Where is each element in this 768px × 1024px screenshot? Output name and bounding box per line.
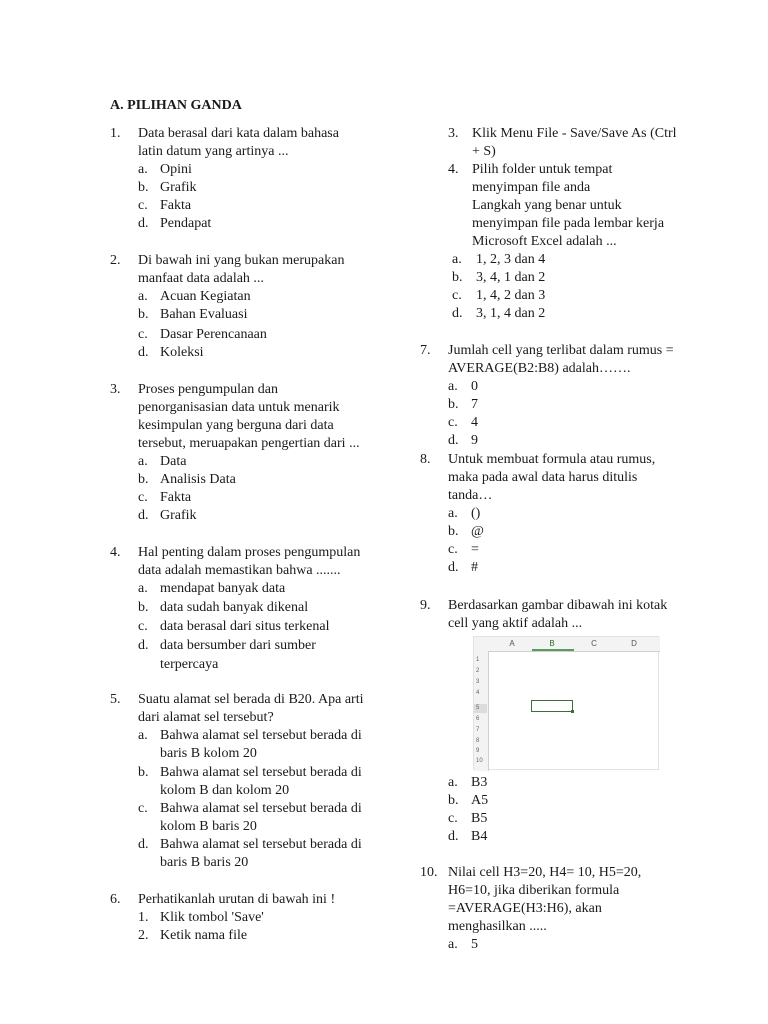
column-header: A <box>509 639 515 648</box>
fill-handle <box>571 710 574 713</box>
option-text: @ <box>471 524 484 539</box>
row-number: 3 <box>476 679 480 685</box>
option-letter: b. <box>452 270 463 285</box>
option-text: mendapat banyak data <box>160 581 286 596</box>
option-text: Analisis Data <box>160 472 236 487</box>
option-text: B5 <box>471 811 488 826</box>
option-text: Bahwa alamat sel tersebut berada di <box>160 728 362 743</box>
option-text: Data <box>160 454 187 469</box>
option-letter: d. <box>138 837 149 852</box>
question-text: H6=10, jika diberikan formula <box>448 883 620 898</box>
option-text: baris B baris 20 <box>160 855 249 870</box>
option-text: data sudah banyak dikenal <box>160 600 309 615</box>
question-text: kesimpulan yang berguna dari data <box>138 418 334 433</box>
question-text: latin datum yang artinya ... <box>138 144 289 159</box>
option-letter: a. <box>138 162 148 177</box>
option-letter: d. <box>448 433 459 448</box>
question-number: 9. <box>420 598 431 613</box>
step-text: Klik tombol 'Save' <box>160 910 264 925</box>
option-text: 4 <box>471 415 478 430</box>
question-text: data adalah memastikan bahwa ....... <box>138 563 341 578</box>
option-text: 7 <box>471 397 478 412</box>
active-cell <box>531 700 573 712</box>
option-letter: c. <box>448 811 458 826</box>
question-text: cell yang aktif adalah ... <box>448 616 583 631</box>
option-letter: b. <box>138 307 149 322</box>
question-text: Perhatikanlah urutan di bawah ini ! <box>138 892 336 907</box>
option-text: () <box>471 506 481 521</box>
option-letter: c. <box>448 415 458 430</box>
row-number: 8 <box>476 738 480 744</box>
option-text: baris B kolom 20 <box>160 746 257 761</box>
option-letter: d. <box>138 345 149 360</box>
option-text: 9 <box>471 433 478 448</box>
option-text: = <box>471 542 479 557</box>
option-text: kolom B dan kolom 20 <box>160 783 290 798</box>
option-text: Fakta <box>160 490 192 505</box>
row-number: 2 <box>476 668 480 674</box>
option-letter: c. <box>448 542 458 557</box>
option-letter: d. <box>448 560 459 575</box>
option-letter: b. <box>448 524 459 539</box>
question-text: dari alamat sel tersebut? <box>138 710 274 725</box>
option-text: Grafik <box>160 180 197 195</box>
option-letter: a. <box>448 775 458 790</box>
step-text: Klik Menu File - Save/Save As (Ctrl <box>472 126 677 141</box>
question-text: Berdasarkan gambar dibawah ini kotak <box>448 598 668 613</box>
row-number: 4 <box>476 690 480 696</box>
step-text: menyimpan file anda <box>472 180 591 195</box>
option-letter: c. <box>452 288 462 303</box>
option-letter: a. <box>448 379 458 394</box>
step-text: + S) <box>472 144 496 159</box>
step-text: Ketik nama file <box>160 928 248 943</box>
spreadsheet-image <box>473 636 659 770</box>
column-header: D <box>631 639 637 648</box>
question-text: Jumlah cell yang terlibat dalam rumus = <box>448 343 674 358</box>
option-text: data berasal dari situs terkenal <box>160 619 330 634</box>
option-text: # <box>471 560 478 575</box>
row-number: 1 <box>476 657 480 663</box>
column-header: B <box>549 639 555 648</box>
option-letter: b. <box>448 793 459 808</box>
option-letter: b. <box>138 765 149 780</box>
question-text: Nilai cell H3=20, H4= 10, H5=20, <box>448 865 642 880</box>
question-text: tanda… <box>448 488 493 503</box>
option-text: Fakta <box>160 198 192 213</box>
row-number: 5 <box>476 705 480 711</box>
question-number: 4. <box>110 545 121 560</box>
question-number: 3. <box>110 382 121 397</box>
option-letter: c. <box>138 619 148 634</box>
option-letter: a. <box>448 506 458 521</box>
option-letter: b. <box>138 180 149 195</box>
question-number: 2. <box>110 253 121 268</box>
option-letter: d. <box>138 638 149 653</box>
step-number: 2. <box>138 928 149 943</box>
question-text: AVERAGE(B2:B8) adalah……. <box>448 361 631 376</box>
option-text: Opini <box>160 162 192 177</box>
question-number: 8. <box>420 452 431 467</box>
question-text: Hal penting dalam proses pengumpulan <box>138 545 361 560</box>
question-number: 6. <box>110 892 121 907</box>
option-letter: d. <box>452 306 463 321</box>
question-text: tersebut, meruapakan pengertian dari ... <box>138 436 360 451</box>
option-text: Bahwa alamat sel tersebut berada di <box>160 765 362 780</box>
option-text: kolom B baris 20 <box>160 819 257 834</box>
question-text: menghasilkan ..... <box>448 919 547 934</box>
question-number: 7. <box>420 343 431 358</box>
option-letter: a. <box>138 454 148 469</box>
question-text: Suatu alamat sel berada di B20. Apa arti <box>138 692 364 707</box>
option-text: 5 <box>471 937 478 952</box>
question-number: 10. <box>420 865 438 880</box>
option-text: B3 <box>471 775 488 790</box>
selected-column-indicator <box>532 649 574 651</box>
option-text: Koleksi <box>160 345 204 360</box>
question-text: Langkah yang benar untuk <box>472 198 622 213</box>
option-letter: c. <box>138 327 148 342</box>
row-number: 6 <box>476 716 480 722</box>
option-text: A5 <box>471 793 489 808</box>
option-letter: a. <box>138 581 148 596</box>
question-text: maka pada awal data harus ditulis <box>448 470 638 485</box>
question-text: manfaat data adalah ... <box>138 271 264 286</box>
option-letter: b. <box>138 600 149 615</box>
row-number: 10 <box>476 758 483 764</box>
option-text: 0 <box>471 379 478 394</box>
row-number: 9 <box>476 748 480 754</box>
section-title: A. PILIHAN GANDA <box>110 98 242 113</box>
option-letter: b. <box>138 472 149 487</box>
option-text: Bahwa alamat sel tersebut berada di <box>160 801 362 816</box>
question-number: 5. <box>110 692 121 707</box>
option-text: terpercaya <box>160 657 219 672</box>
question-text: menyimpan file pada lembar kerja <box>472 216 665 231</box>
question-text: Proses pengumpulan dan <box>138 382 278 397</box>
option-text: Bahan Evaluasi <box>160 307 248 322</box>
row-number: 7 <box>476 727 480 733</box>
option-letter: b. <box>448 397 459 412</box>
option-letter: d. <box>138 216 149 231</box>
option-letter: a. <box>138 728 148 743</box>
option-text: Pendapat <box>160 216 212 231</box>
option-text: B4 <box>471 829 488 844</box>
option-letter: c. <box>138 198 148 213</box>
step-number: 4. <box>448 162 459 177</box>
column-header: C <box>591 639 597 648</box>
option-text: 1, 4, 2 dan 3 <box>476 288 546 303</box>
option-letter: a. <box>138 289 148 304</box>
question-text: Di bawah ini yang bukan merupakan <box>138 253 345 268</box>
step-text: Pilih folder untuk tempat <box>472 162 613 177</box>
option-text: Acuan Kegiatan <box>160 289 251 304</box>
option-text: data bersumber dari sumber <box>160 638 316 653</box>
step-number: 1. <box>138 910 149 925</box>
option-text: Dasar Perencanaan <box>160 327 267 342</box>
question-text: =AVERAGE(H3:H6), akan <box>448 901 602 916</box>
option-letter: a. <box>448 937 458 952</box>
question-text: penorganisasian data untuk menarik <box>138 400 340 415</box>
option-letter: a. <box>452 252 462 267</box>
option-letter: c. <box>138 490 148 505</box>
step-number: 3. <box>448 126 459 141</box>
option-text: Grafik <box>160 508 197 523</box>
option-text: Bahwa alamat sel tersebut berada di <box>160 837 362 852</box>
question-text: Data berasal dari kata dalam bahasa <box>138 126 339 141</box>
question-text: Untuk membuat formula atau rumus, <box>448 452 656 467</box>
option-letter: c. <box>138 801 148 816</box>
question-text: Microsoft Excel adalah ... <box>472 234 617 249</box>
question-number: 1. <box>110 126 121 141</box>
option-text: 1, 2, 3 dan 4 <box>476 252 546 267</box>
option-letter: d. <box>138 508 149 523</box>
option-text: 3, 1, 4 dan 2 <box>476 306 546 321</box>
option-text: 3, 4, 1 dan 2 <box>476 270 546 285</box>
option-letter: d. <box>448 829 459 844</box>
